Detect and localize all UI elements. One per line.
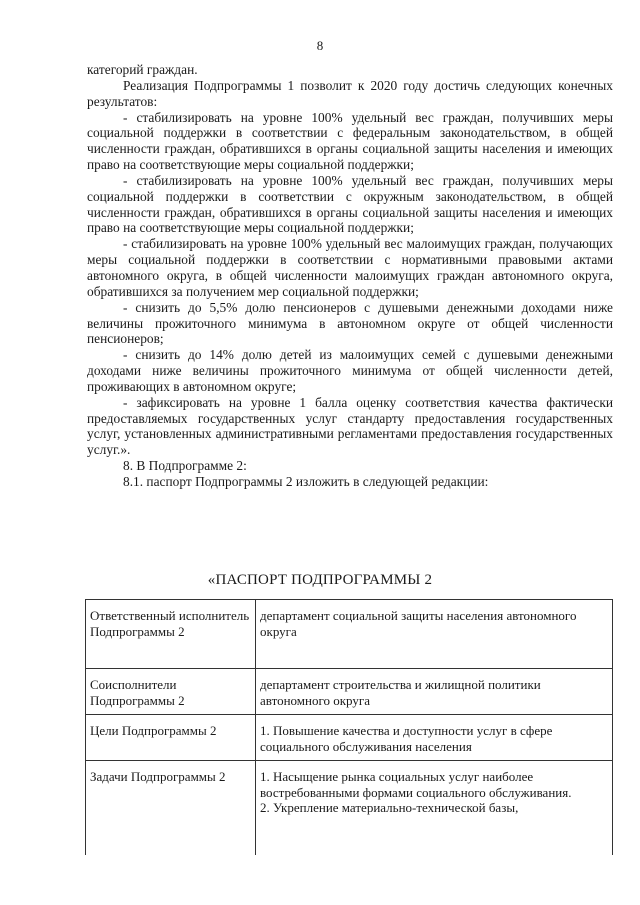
paragraph: Реализация Подпрограммы 1 позволит к 2020 году достичь следующих конечных результатов:	[87, 77, 613, 109]
list-item: - зафиксировать на уровне 1 балла оценку соответствия качества фактически предоставляемых государственных услуг стандарту предоставления государственных услуг, установленных административными регламентами предоставления государственных услуг.».	[87, 394, 613, 458]
row-value: департамент строительства и жилищной политики автономного округа	[256, 669, 613, 715]
row-label: Ответственный исполнитель Подпрограммы 2	[86, 600, 256, 669]
list-item: - стабилизировать на уровне 100% удельный вес малоимущих граждан, получающих меры социальной поддержки в соответствии с нормативными правовыми актами автономного округа, в общей численности малоимущих граждан автономного округа, обратившихся за получением мер социальной поддержки;	[87, 236, 613, 299]
row-label: Соисполнители Подпрограммы 2	[86, 669, 256, 715]
row-value: департамент социальной защиты населения автономного округа	[256, 600, 613, 669]
table-row	[86, 600, 613, 669]
section-heading: 8. В Подпрограмме 2:	[123, 458, 247, 474]
row-label: Задачи Подпрограммы 2	[86, 761, 256, 856]
page-number: 8	[316, 38, 324, 53]
list-item: - снизить до 5,5% долю пенсионеров с душевыми денежными доходами ниже величины прожиточного минимума в автономном округе от общей численности пенсионеров;	[87, 299, 613, 347]
table-row	[86, 715, 613, 761]
paragraph: категорий граждан.	[87, 62, 198, 77]
table-row	[86, 761, 613, 856]
list-item: - стабилизировать на уровне 100% удельный вес граждан, получивших меры социальной поддержки в соответствии с федеральным законодательством, в общей численности граждан, обратившихся в органы социальной защиты населения и имеющих право на соответствующие меры социальной поддержки;	[87, 109, 613, 173]
passport-title: «ПАСПОРТ ПОДПРОГРАММЫ 2	[207, 572, 433, 588]
list-item: - снизить до 14% долю детей из малоимущих семей с душевыми денежными доходами ниже величины прожиточного минимума от общей численности детей, проживающих в автономном округе;	[87, 347, 613, 394]
table-row	[86, 669, 613, 715]
row-value: 1. Повышение качества и доступности услуг в сфере социального обслуживания населения	[256, 715, 613, 761]
document-body	[87, 62, 613, 490]
row-value-line: 1. Насыщение рынка социальных услуг наиболее востребованными формами социального обслуживания.	[260, 769, 572, 800]
row-value	[256, 761, 613, 856]
passport-table	[85, 599, 613, 855]
row-label: Цели Подпрограммы 2	[86, 715, 256, 761]
list-item: - стабилизировать на уровне 100% удельный вес граждан, получивших меры социальной поддержки в соответствии с окружным законодательством, в общей численности граждан, обратившихся в органы социальной защиты населения и имеющих право на соответствующие меры социальной поддержки;	[87, 172, 613, 236]
row-value-line: 2. Укрепление материально-технической базы,	[260, 800, 519, 815]
paragraph: 8.1. паспорт Подпрограммы 2 изложить в следующей редакции:	[123, 473, 489, 489]
